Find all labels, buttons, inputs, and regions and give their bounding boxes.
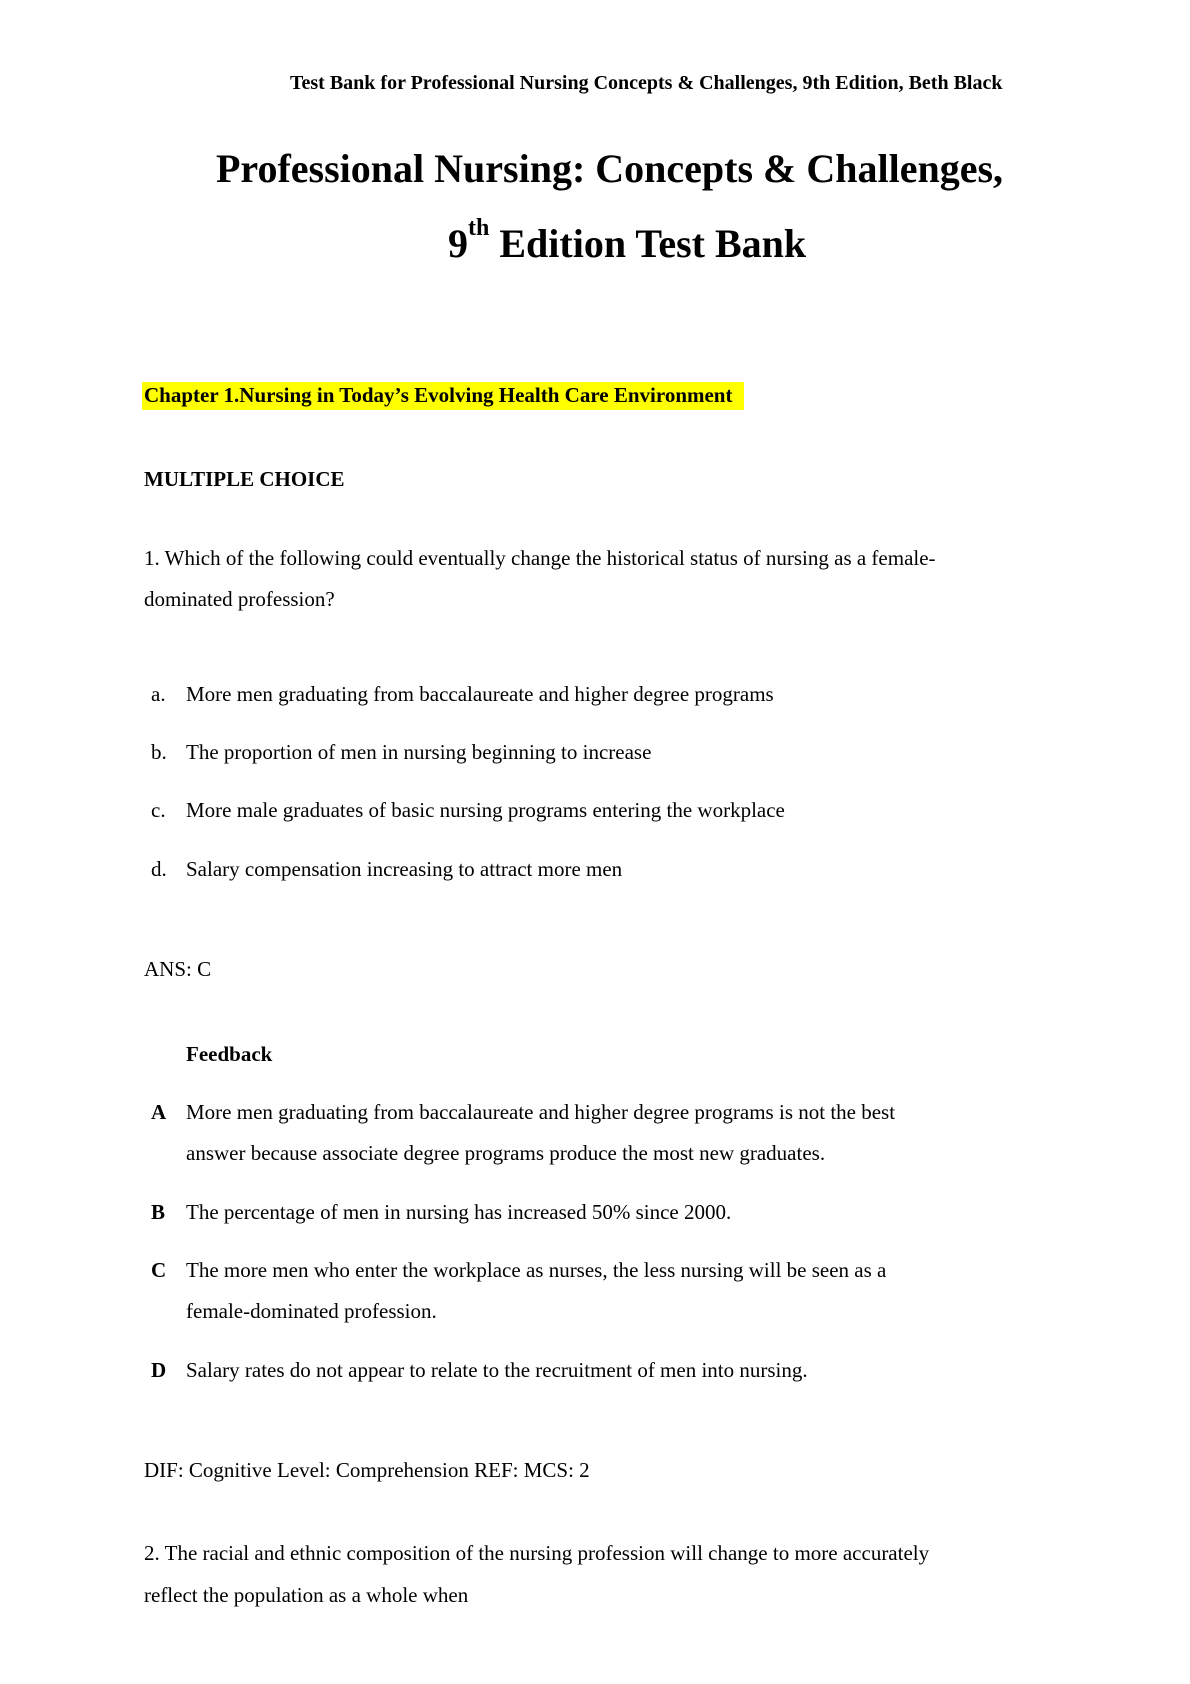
question-2-stem-line-2: reflect the population as a whole when — [144, 1583, 469, 1607]
answer-line: ANS: C — [144, 957, 212, 981]
edition-title-rest: Edition Test Bank — [489, 221, 807, 266]
feedback-b-letter: B — [151, 1200, 166, 1224]
feedback-a-letter: A — [151, 1100, 167, 1124]
question-1-stem-line-2: dominated profession? — [144, 587, 335, 611]
option-b-letter: b. — [151, 740, 167, 764]
feedback-a-line-1: More men graduating from baccalaureate and higher degree programs is not the best — [186, 1100, 896, 1124]
edition-number: 9 — [448, 221, 468, 266]
running-header: Test Bank for Professional Nursing Concepts & Challenges, 9th Edition, Beth Black — [290, 72, 1003, 94]
chapter-heading: Chapter 1.Nursing in Today’s Evolving Health Care Environment — [142, 382, 744, 410]
edition-suffix: th — [468, 215, 490, 241]
feedback-heading: Feedback — [186, 1042, 273, 1066]
option-d-letter: d. — [151, 857, 167, 881]
question-2-stem-line-1: 2. The racial and ethnic composition of the nursing profession will change to more accurately — [144, 1541, 930, 1565]
option-b-text: The proportion of men in nursing beginning to increase — [186, 740, 652, 764]
option-c-text: More male graduates of basic nursing programs entering the workplace — [186, 798, 785, 822]
feedback-c-line-1: The more men who enter the workplace as nurses, the less nursing will be seen as a — [186, 1258, 887, 1282]
feedback-a-line-2: answer because associate degree programs produce the most new graduates. — [186, 1141, 826, 1165]
feedback-b-line-1: The percentage of men in nursing has increased 50% since 2000. — [186, 1200, 732, 1224]
document-title-line-2 — [448, 215, 807, 267]
feedback-d-letter: D — [151, 1358, 167, 1382]
question-1-stem-line-1: 1. Which of the following could eventually change the historical status of nursing as a female- — [144, 546, 936, 570]
section-heading: MULTIPLE CHOICE — [144, 467, 345, 491]
option-a-text: More men graduating from baccalaureate and higher degree programs — [186, 682, 774, 706]
document-title-line-1: Professional Nursing: Concepts & Challenges, — [216, 146, 1004, 191]
feedback-d-line-1: Salary rates do not appear to relate to the recruitment of men into nursing. — [186, 1358, 808, 1382]
option-d-text: Salary compensation increasing to attract more men — [186, 857, 623, 881]
option-c-letter: c. — [151, 798, 166, 822]
question-1-meta: DIF: Cognitive Level: Comprehension REF: MCS: 2 — [144, 1458, 590, 1482]
feedback-c-line-2: female-dominated profession. — [186, 1299, 437, 1323]
option-a-letter: a. — [151, 682, 166, 706]
feedback-c-letter: C — [151, 1258, 167, 1282]
